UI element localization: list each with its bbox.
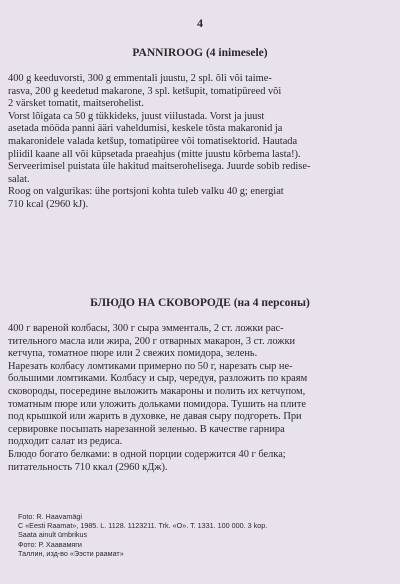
credit-line: C «Eesti Raamat», 1985. L. 1128. 1123211. Trk. «O». T. 1331. 100 000. 3 kop. bbox=[18, 521, 268, 531]
credit-line: Таллин, изд-во «Ээсти раамат» bbox=[18, 548, 124, 558]
estonian-recipe-body bbox=[8, 73, 394, 212]
text-line: 710 kcal (2960 kJ). bbox=[8, 198, 89, 210]
text-line: 400 g keeduvorsti, 300 g emmentali juustu, 2 spl. õli või taime- bbox=[8, 73, 272, 84]
text-line: asetada mööda panni ääri vaheldumisi, keskele tõsta makaronid ja bbox=[8, 123, 283, 135]
russian-title-note: (на 4 персоны) bbox=[233, 297, 310, 309]
text-line: питательность 710 ккал (2960 кДж). bbox=[8, 461, 168, 473]
estonian-title-text: PANNIROOG bbox=[132, 47, 204, 59]
page-number: 4 bbox=[197, 16, 203, 30]
estonian-title-note: (4 inimesele) bbox=[205, 47, 268, 59]
russian-recipe-body bbox=[8, 323, 394, 474]
text-line: большими ломтиками. Колбасу и сыр, чередуя, разложить по краям bbox=[8, 373, 308, 385]
text-line: makaronidele valada ketšup, tomatipüree või tomatisektorid. Hautada bbox=[8, 135, 298, 147]
text-line: подходит салат из редиса. bbox=[8, 436, 123, 448]
publisher-credits bbox=[18, 512, 267, 558]
credit-line: Фото: Р. Хаавамяги bbox=[18, 539, 82, 549]
text-line: под крышкой или жарить в духовке, не давая сыру подгореть. При bbox=[8, 411, 302, 423]
text-line: rasva, 200 g keedetud makarone, 3 spl. ketšupit, tomatipüreed või bbox=[8, 85, 282, 97]
text-line: salat. bbox=[8, 173, 30, 185]
text-line: Нарезать колбасу ломтиками примерно по 50 г, нарезать сыр не- bbox=[8, 360, 293, 372]
text-line: pliidil kaane all või küpsetada praeahjus (mitte juustu kõrbema lasta!). bbox=[8, 148, 301, 160]
text-line: томатным пюре или уложить дольками помидора. Тушить на плите bbox=[8, 398, 306, 410]
russian-title-text: БЛЮДО НА СКОВОРОДЕ bbox=[90, 297, 231, 309]
text-line: сковороды, посередине выложить макароны и полить их кетчупом, bbox=[8, 385, 306, 397]
text-line: кетчупа, томатное пюре или 2 свежих помидора, зелень. bbox=[8, 348, 258, 360]
text-line: 2 värsket tomatit, maitserohelist. bbox=[8, 98, 144, 110]
text-line: Roog on valgurikas: ühe portsjoni kohta tuleb valku 40 g; energiat bbox=[8, 186, 284, 198]
text-line: Блюдо богато белками: в одной порции содержится 40 г белка; bbox=[8, 448, 286, 460]
text-line: 400 г вареной колбасы, 300 г сыра эмменталь, 2 ст. ложки рас- bbox=[8, 323, 284, 334]
credit-line: Foto: R. Haavamägi bbox=[18, 512, 82, 521]
text-line: тительного масла или жира, 200 г отварных макарон, 3 ст. ложки bbox=[8, 335, 296, 347]
text-line: сервировке посыпать нарезанной зеленью. В качестве гарнира bbox=[8, 423, 285, 435]
estonian-recipe-title bbox=[0, 47, 400, 59]
text-line: Vorst lõigata ca 50 g tükkideks, juust viilustada. Vorst ja juust bbox=[8, 110, 265, 122]
russian-recipe-title bbox=[0, 297, 400, 309]
credit-line: Saata ainult ümbrikus bbox=[18, 530, 88, 540]
text-line: Serveerimisel puistata üle hakitud maitserohelisega. Juurde sobib redise- bbox=[8, 161, 311, 173]
